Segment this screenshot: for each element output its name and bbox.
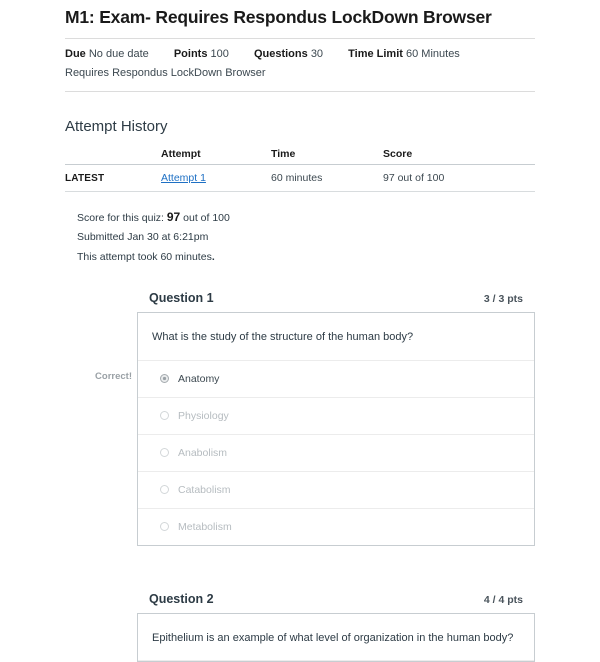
- duration-text: This attempt took 60 minutes: [77, 250, 212, 263]
- table-header-row: [65, 148, 535, 165]
- quiz-requirement: Requires Respondus LockDown Browser: [65, 66, 266, 79]
- answer-label: Catabolism: [178, 483, 231, 496]
- meta-questions: [254, 47, 323, 63]
- table-row: [65, 164, 535, 191]
- question-2-body: [137, 614, 535, 662]
- column-header-score: Score: [383, 148, 535, 165]
- score-suffix: out of 100: [183, 211, 230, 224]
- answer-option-metabolism[interactable]: [138, 509, 534, 545]
- attempt-link-cell: [161, 164, 271, 191]
- meta-due-label: Due: [65, 48, 86, 60]
- answer-label: Anatomy: [178, 372, 220, 385]
- question-1-text: What is the study of the structure of the human body?: [138, 313, 534, 361]
- page-title: M1: Exam- Requires Respondus LockDown Browser: [65, 7, 492, 27]
- column-header-kind: [65, 148, 161, 165]
- question-block-1: [65, 285, 535, 546]
- content-column: [65, 0, 535, 662]
- column-header-attempt: Attempt: [161, 148, 271, 165]
- question-2-header: [137, 586, 535, 614]
- answer-option-anatomy[interactable]: [138, 361, 534, 398]
- submitted-line: Submitted Jan 30 at 6:21pm: [77, 231, 209, 244]
- duration-period: .: [211, 250, 215, 263]
- attempt-score-cell: 97 out of 100: [383, 164, 535, 191]
- meta-time-limit-label: Time Limit: [348, 48, 403, 60]
- question-block-2: [65, 586, 535, 662]
- meta-questions-label: Questions: [253, 48, 308, 60]
- question-1-body: [137, 313, 535, 546]
- question-2-points: 4 / 4 pts: [483, 593, 523, 606]
- attempt-1-link[interactable]: Attempt 1: [161, 171, 206, 184]
- answer-option-physiology[interactable]: [138, 398, 534, 435]
- score-prefix: Score for this quiz:: [77, 211, 164, 224]
- score-value: 97: [166, 209, 181, 224]
- meta-questions-value: 30: [310, 48, 324, 60]
- attempt-history-heading: Attempt History: [65, 117, 168, 135]
- radio-unselected-icon: [160, 522, 169, 531]
- meta-points: [174, 47, 229, 63]
- question-gap: [65, 546, 535, 568]
- score-line: [77, 206, 535, 228]
- answer-label: Anabolism: [178, 446, 228, 459]
- meta-time-limit-value: 60 Minutes: [406, 48, 460, 60]
- meta-points-value: 100: [210, 48, 229, 60]
- attempt-history-table: [65, 148, 535, 192]
- column-header-time: Time: [271, 148, 383, 165]
- radio-unselected-icon: [160, 485, 169, 494]
- question-2-text: Epithelium is an example of what level of organization in the human body?: [138, 614, 534, 662]
- answer-label: Metabolism: [178, 520, 232, 533]
- latest-badge: LATEST: [65, 172, 105, 184]
- question-2-title: Question 2: [149, 591, 214, 606]
- question-1-points: 3 / 3 pts: [483, 293, 523, 306]
- meta-due: [65, 47, 149, 63]
- answer-option-anabolism[interactable]: [138, 435, 534, 472]
- question-1-header: [137, 285, 535, 313]
- score-summary: [65, 192, 535, 267]
- question-1-title: Question 1: [149, 291, 214, 306]
- meta-time-limit: [348, 47, 460, 63]
- answer-option-catabolism[interactable]: [138, 472, 534, 509]
- answer-label: Physiology: [178, 409, 229, 422]
- duration-line: [77, 248, 535, 267]
- attempt-kind-cell: [65, 164, 161, 191]
- question-1-answers: [138, 361, 534, 545]
- meta-points-label: Points: [173, 48, 208, 60]
- radio-unselected-icon: [160, 411, 169, 420]
- radio-selected-icon: [160, 374, 169, 383]
- quiz-meta-row: [65, 39, 535, 65]
- meta-due-value: No due date: [88, 48, 149, 60]
- question-1-status: Correct!: [95, 371, 132, 383]
- radio-unselected-icon: [160, 448, 169, 457]
- attempt-time-cell: 60 minutes: [271, 164, 383, 191]
